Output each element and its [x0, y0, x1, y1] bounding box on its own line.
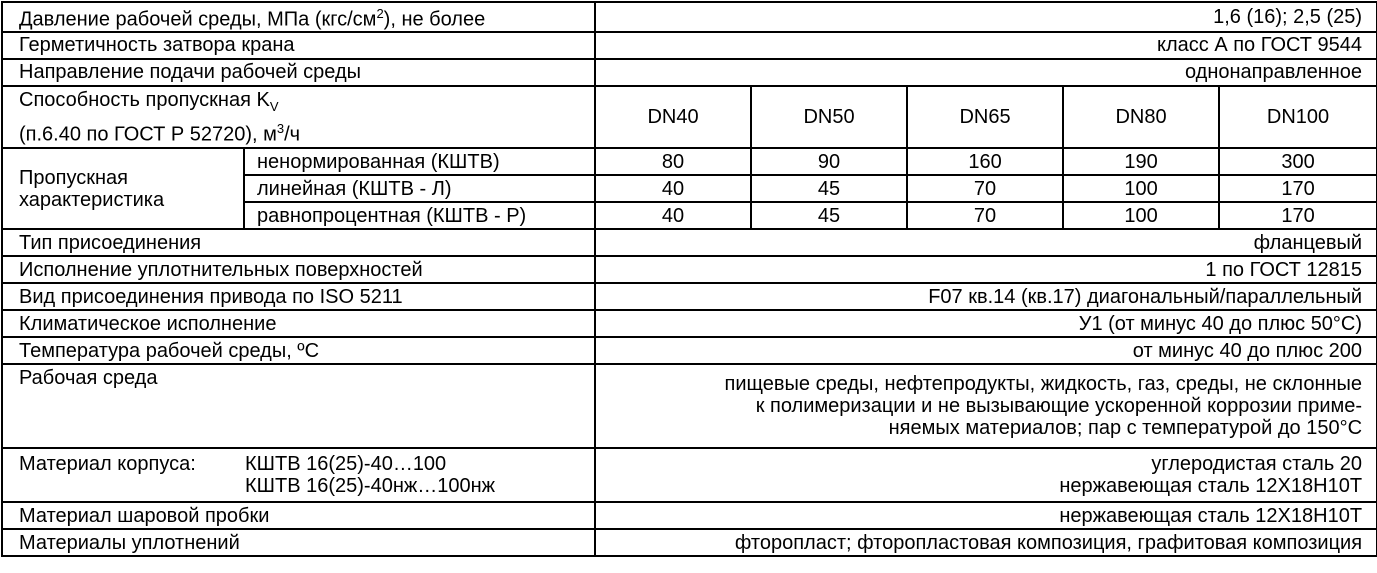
- kv-value: 190: [1063, 148, 1219, 175]
- pressure-value: 1,6 (16); 2,5 (25): [595, 2, 1377, 32]
- kv-value: 90: [751, 148, 907, 175]
- kv-value: 40: [595, 202, 751, 229]
- kv-label: Способность пропускная $K_V$ (п.6.40 по ГОСТ Р 52720), $м^3/ч$: [2, 86, 595, 149]
- body-material-model2: КШТВ 16(25)-40нж…100нж: [245, 475, 496, 498]
- body-material-value: углеродистая сталь 20 нержавеющая сталь 12Х18Н10Т: [595, 448, 1377, 502]
- seal-materials-value: фторопласт; фторопластовая композиция, графитовая композиция: [595, 529, 1377, 556]
- climate-label: Климатическое исполнение: [2, 310, 595, 337]
- row-kv: [2, 86, 1377, 149]
- sealing-surfaces-label: Исполнение уплотнительных поверхностей: [2, 256, 595, 283]
- kv-value: 160: [907, 148, 1063, 175]
- kv-value: 170: [1219, 175, 1377, 202]
- body-material-label: [2, 448, 595, 502]
- actuator-label: Вид присоединения привода по ISO 5211: [2, 283, 595, 310]
- kv-value: 45: [751, 175, 907, 202]
- dn-header: DN80: [1063, 86, 1219, 149]
- direction-value: однонаправленное: [595, 59, 1377, 86]
- kv-value: 70: [907, 202, 1063, 229]
- characteristic-name: равнопроцентная (КШТВ - Р): [244, 202, 595, 229]
- row-actuator: [2, 283, 1377, 310]
- ball-material-label: Материал шаровой пробки: [2, 502, 595, 529]
- kv-value: 70: [907, 175, 1063, 202]
- actuator-value: F07 кв.14 (кв.17) диагональный/параллельный: [595, 283, 1377, 310]
- row-medium: [2, 364, 1377, 448]
- kv-value: 45: [751, 202, 907, 229]
- connection-value: фланцевый: [595, 229, 1377, 256]
- sealing-surfaces-value: 1 по ГОСТ 12815: [595, 256, 1377, 283]
- row-ball-material: [2, 502, 1377, 529]
- temperature-value: от минус 40 до плюс 200: [595, 337, 1377, 364]
- spec-table: [1, 1, 1377, 557]
- row-temperature: [2, 337, 1377, 364]
- row-tightness: [2, 32, 1377, 59]
- medium-value: пищевые среды, нефтепродукты, жидкость, газ, среды, не склонные к полимеризации и не вызывающие ускоренной коррозии приме- няемых материалов; пар с температурой до 150°С: [595, 364, 1377, 448]
- row-body-material: [2, 448, 1377, 502]
- row-sealing-surfaces: [2, 256, 1377, 283]
- kv-value: 80: [595, 148, 751, 175]
- ball-material-value: нержавеющая сталь 12Х18Н10Т: [595, 502, 1377, 529]
- characteristic-name: ненормированная (КШТВ): [244, 148, 595, 175]
- dn-header: DN50: [751, 86, 907, 149]
- kv-value: 100: [1063, 202, 1219, 229]
- direction-label: Направление подачи рабочей среды: [2, 59, 595, 86]
- body-material-title: Материал корпуса:: [19, 453, 196, 476]
- row-direction: [2, 59, 1377, 86]
- dn-header: DN65: [907, 86, 1063, 149]
- body-material-model1: КШТВ 16(25)-40…100: [245, 453, 447, 476]
- climate-value: У1 (от минус 40 до плюс 50°С): [595, 310, 1377, 337]
- row-seal-materials: [2, 529, 1377, 556]
- characteristic-label: Пропускная характеристика: [2, 148, 244, 229]
- tightness-label: Герметичность затвора крана: [2, 32, 595, 59]
- characteristic-name: линейная (КШТВ - Л): [244, 175, 595, 202]
- kv-value: 300: [1219, 148, 1377, 175]
- row-connection: [2, 229, 1377, 256]
- pressure-label: Давление рабочей среды, МПа $(кгс/см^2)$, не более: [2, 2, 595, 32]
- kv-value: 40: [595, 175, 751, 202]
- row-climate: [2, 310, 1377, 337]
- seal-materials-label: Материалы уплотнений: [2, 529, 595, 556]
- row-pressure: [2, 2, 1377, 32]
- tightness-value: класс А по ГОСТ 9544: [595, 32, 1377, 59]
- row-characteristic: [2, 148, 1377, 175]
- connection-label: Тип присоединения: [2, 229, 595, 256]
- kv-value: 100: [1063, 175, 1219, 202]
- dn-header: DN100: [1219, 86, 1377, 149]
- temperature-label: Температура рабочей среды, ºС: [2, 337, 595, 364]
- medium-label: Рабочая среда: [2, 364, 595, 448]
- dn-header: DN40: [595, 86, 751, 149]
- kv-value: 170: [1219, 202, 1377, 229]
